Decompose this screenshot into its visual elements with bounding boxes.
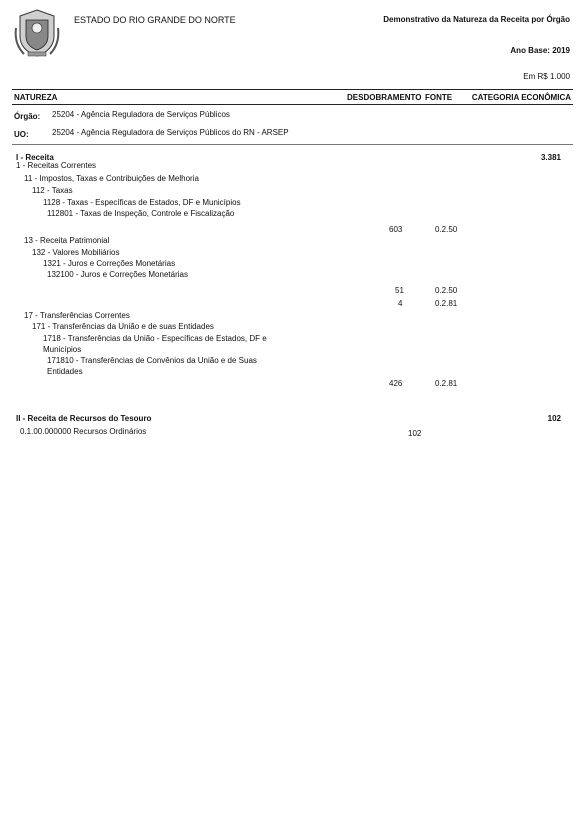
- receita-line: Municípios: [43, 345, 82, 354]
- desdobramento-value: 603: [389, 225, 403, 234]
- tesouro-title: II - Receita de Recursos do Tesouro: [16, 414, 152, 423]
- col-fonte: FONTE: [425, 93, 453, 102]
- receita-line: 171810 - Transferências de Convênios da União e de Suas: [47, 356, 257, 365]
- receita-line: Entidades: [47, 367, 83, 376]
- receita-line: 13 - Receita Patrimonial: [24, 236, 110, 245]
- receita-line: 1128 - Taxas - Específicas de Estados, DF e Municípios: [43, 198, 241, 207]
- fonte-value: 0.2.81: [435, 299, 458, 308]
- fonte-value: 0.2.50: [435, 225, 458, 234]
- fonte-value: 0.2.81: [435, 379, 458, 388]
- uo-label: UO:: [14, 130, 29, 139]
- orgao-value: 25204 - Agência Reguladora de Serviços Públicos: [52, 110, 230, 119]
- receita-title: I - Receita: [16, 153, 54, 162]
- tesouro-item-value: 102: [408, 429, 422, 438]
- uo-value: 25204 - Agência Reguladora de Serviços Públicos do RN - ARSEP: [52, 128, 289, 137]
- receita-line: 132100 - Juros e Correções Monetárias: [47, 270, 188, 279]
- report-title: Demonstrativo da Natureza da Receita por Órgão: [383, 15, 570, 24]
- receita-line: 132 - Valores Mobiliários: [32, 248, 120, 257]
- state-name: ESTADO DO RIO GRANDE DO NORTE: [74, 15, 236, 25]
- tesouro-total: 102: [547, 414, 561, 423]
- base-year: Ano Base: 2019: [510, 46, 570, 55]
- header-bottom-rule: [12, 104, 573, 105]
- receita-line: 1 - Receitas Correntes: [16, 161, 97, 170]
- desdobramento-value: 51: [395, 286, 404, 295]
- tesouro-item: 0.1.00.000000 Recursos Ordinários: [20, 427, 147, 436]
- orgao-label: Órgão:: [14, 112, 41, 121]
- section-rule: [12, 144, 573, 145]
- coat-of-arms-logo: [14, 8, 60, 58]
- receita-line: 11 - Impostos, Taxas e Contribuições de Melhoria: [24, 174, 199, 183]
- receita-line: 17 - Transferências Correntes: [24, 311, 130, 320]
- receita-line: 1321 - Juros e Correções Monetárias: [43, 259, 176, 268]
- receita-line: 171 - Transferências da União e de suas Entidades: [32, 322, 214, 331]
- receita-line: 1718 - Transferências da União - Específicas de Estados, DF e: [43, 334, 267, 343]
- col-natureza: NATUREZA: [14, 93, 58, 102]
- desdobramento-value: 4: [398, 299, 403, 308]
- receita-line: 112 - Taxas: [32, 186, 73, 195]
- desdobramento-value: 426: [389, 379, 403, 388]
- currency-unit: Em R$ 1.000: [523, 72, 570, 81]
- col-desdobramento: DESDOBRAMENTO: [347, 93, 422, 102]
- fonte-value: 0.2.50: [435, 286, 458, 295]
- receita-line: 112801 - Taxas de Inspeção, Controle e Fiscalização: [47, 209, 235, 218]
- header-top-rule: [12, 89, 573, 90]
- col-categoria: CATEGORIA ECONÔMICA: [471, 93, 571, 102]
- receita-total: 3.381: [540, 153, 561, 162]
